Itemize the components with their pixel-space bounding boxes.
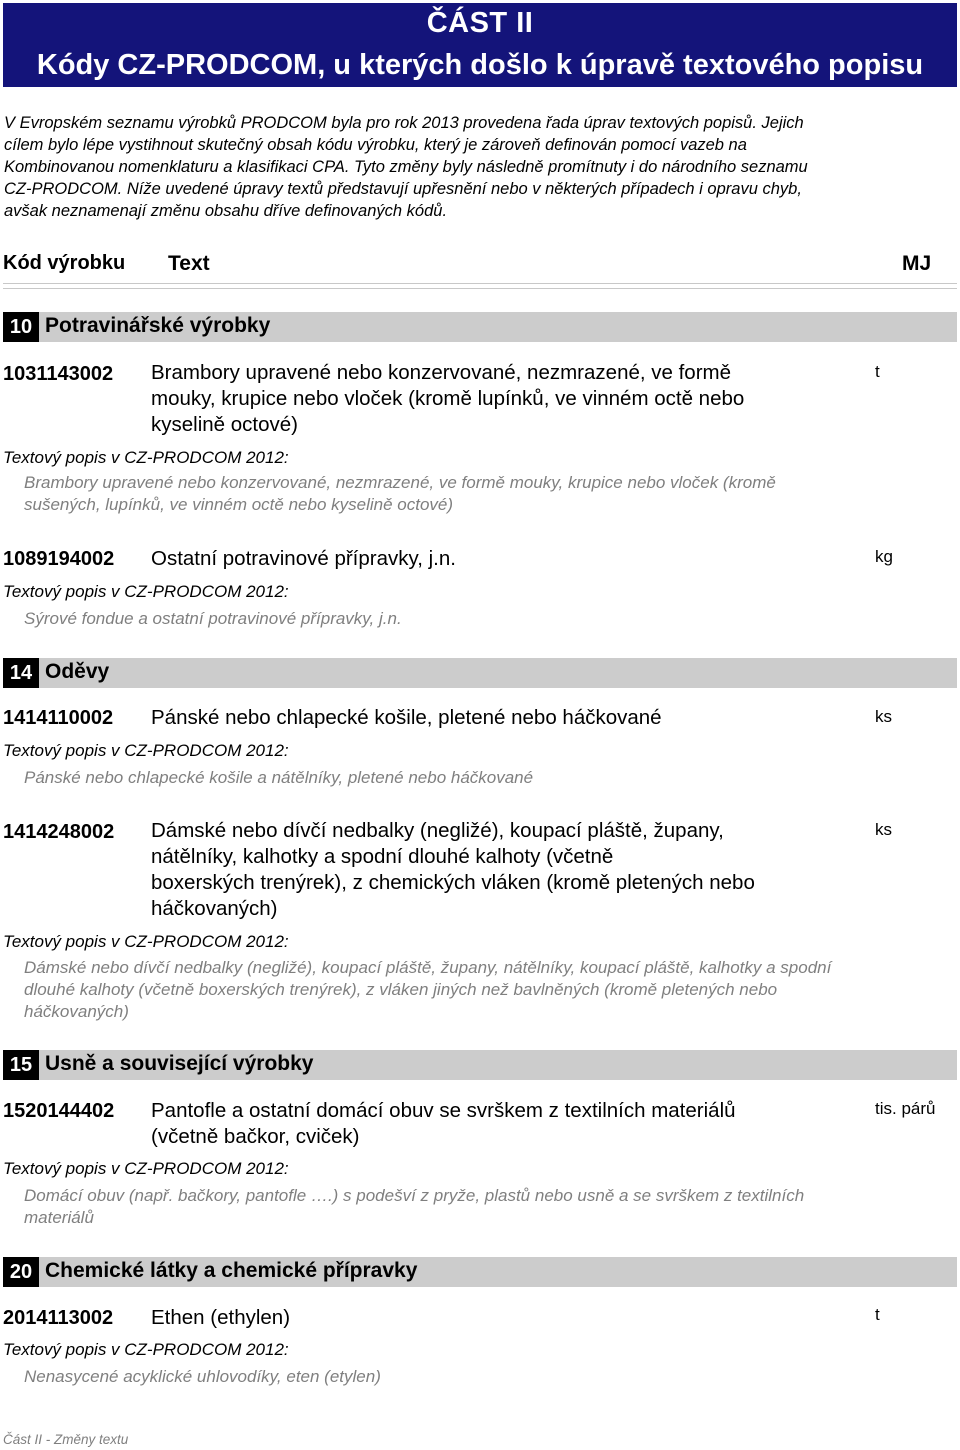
old-line: dlouhé kalhoty (včetně boxerských trenýrek), z vláken jiných než bavlněných (kromě pletených nebo	[24, 980, 778, 999]
text-line: háčkovaných)	[151, 897, 278, 920]
previous-text	[24, 767, 934, 789]
text-line: Pánské nebo chlapecké košile, pletené nebo háčkované	[151, 706, 662, 729]
part-title: ČÁST II	[426, 7, 534, 39]
text-line: (včetně bačkor, cviček)	[151, 1125, 360, 1148]
product-unit: ks	[875, 820, 892, 839]
page-footer: Část II - Změny textu	[3, 1432, 129, 1447]
section-header	[3, 1257, 957, 1287]
page-title: Kódy CZ-PRODCOM, u kterých došlo k úpravě textového popisu	[36, 49, 924, 81]
text-line: nátělníky, kalhotky a spodní dlouhé kalhoty (včetně	[151, 845, 614, 868]
column-header-unit: MJ	[902, 252, 932, 275]
section-header	[3, 1050, 957, 1080]
section-label: Chemické látky a chemické přípravky	[45, 1259, 418, 1282]
product-text	[151, 1098, 841, 1150]
product-unit: ks	[875, 707, 892, 726]
old-line: Nenasycené acyklické uhlovodíky, eten (etylen)	[24, 1367, 381, 1386]
old-line: Domácí obuv (např. bačkory, pantofle ….) s podešví z pryže, plastů nebo usně a se svrškem z textilních	[24, 1186, 805, 1205]
product-text	[151, 1305, 841, 1331]
intro-paragraph	[4, 112, 944, 222]
product-text	[151, 546, 841, 572]
text-line: Brambory upravené nebo konzervované, nezmrazené, ve formě	[151, 361, 732, 384]
previous-label: Textový popis v CZ-PRODCOM 2012:	[3, 582, 289, 601]
text-line: boxerských trenýrek), z chemických vláken (kromě pletených nebo	[151, 871, 755, 894]
section-header	[3, 312, 957, 342]
product-unit: kg	[875, 547, 893, 566]
intro-line: Kombinovanou nomenklaturu a klasifikaci CPA. Tyto změny byly následně promítnuty i do národního seznamu	[4, 158, 808, 176]
section-label: Usně a související výrobky	[45, 1052, 314, 1075]
old-line: Dámské nebo dívčí nedbalky (negližé), koupací pláště, župany, nátělníky, koupací pláště, kalhotky a spodní	[24, 958, 832, 977]
product-code: 1414248002	[3, 821, 115, 843]
product-text	[151, 360, 841, 438]
intro-line: avšak neznamenají změnu obsahu dříve definovaných kódů.	[4, 202, 448, 220]
text-line: Pantofle a ostatní domácí obuv se svrškem z textilních materiálů	[151, 1099, 736, 1122]
header-divider	[3, 283, 957, 289]
product-unit: t	[875, 362, 880, 381]
previous-label: Textový popis v CZ-PRODCOM 2012:	[3, 448, 289, 467]
product-code: 1520144402	[3, 1100, 115, 1122]
intro-line: V Evropském seznamu výrobků PRODCOM byla pro rok 2013 provedena řada úprav textových popisů. Jejich	[4, 114, 804, 132]
previous-text	[24, 1366, 934, 1388]
previous-label: Textový popis v CZ-PRODCOM 2012:	[3, 1159, 289, 1178]
previous-text	[24, 608, 934, 630]
product-code: 1414110002	[3, 707, 114, 729]
old-line: sušených, lupínků, ve vinném octě nebo kyselině octové)	[24, 495, 454, 514]
old-line: materiálů	[24, 1208, 94, 1227]
intro-line: cílem bylo lépe vystihnout skutečný obsah kódu výrobku, který je zároveň definován pomocí vazeb na	[4, 136, 747, 154]
old-line: Sýrové fondue a ostatní potravinové přípravky, j.n.	[24, 609, 402, 628]
previous-label: Textový popis v CZ-PRODCOM 2012:	[3, 741, 289, 760]
text-line: kyselině octové)	[151, 413, 298, 436]
previous-label: Textový popis v CZ-PRODCOM 2012:	[3, 932, 289, 951]
section-label: Potravinářské výrobky	[45, 314, 271, 337]
previous-text	[24, 1185, 934, 1229]
product-unit: t	[875, 1305, 880, 1324]
section-number: 14	[3, 658, 39, 688]
old-line: Brambory upravené nebo konzervované, nezmrazené, ve formě mouky, krupice nebo vloček (kromě	[24, 473, 776, 492]
old-line: Pánské nebo chlapecké košile a nátělníky, pletené nebo háčkované	[24, 768, 534, 787]
previous-label: Textový popis v CZ-PRODCOM 2012:	[3, 1340, 289, 1359]
text-line: Ethen (ethylen)	[151, 1306, 291, 1329]
product-unit: tis. párů	[875, 1099, 936, 1118]
title-banner	[3, 3, 957, 87]
text-line: Ostatní potravinové přípravky, j.n.	[151, 547, 456, 570]
product-text	[151, 818, 841, 922]
text-line: mouky, krupice nebo vloček (kromě lupínků, ve vinném octě nebo	[151, 387, 745, 410]
section-number: 20	[3, 1257, 39, 1287]
column-header-code: Kód výrobku	[3, 252, 126, 274]
section-label: Oděvy	[45, 660, 110, 683]
previous-text	[24, 957, 934, 1023]
product-text	[151, 705, 841, 731]
product-code: 1089194002	[3, 548, 115, 570]
column-header-text: Text	[168, 252, 210, 275]
text-line: Dámské nebo dívčí nedbalky (negližé), koupací pláště, župany,	[151, 819, 724, 842]
previous-text	[24, 472, 934, 516]
intro-line: CZ-PRODCOM. Níže uvedené úpravy textů představují upřesnění nebo v některých případech i opravu chyb,	[4, 180, 802, 198]
section-header	[3, 658, 957, 688]
section-number: 15	[3, 1050, 39, 1080]
old-line: háčkovaných)	[24, 1002, 129, 1021]
product-code: 1031143002	[3, 363, 114, 385]
section-number: 10	[3, 312, 39, 342]
product-code: 2014113002	[3, 1307, 114, 1329]
